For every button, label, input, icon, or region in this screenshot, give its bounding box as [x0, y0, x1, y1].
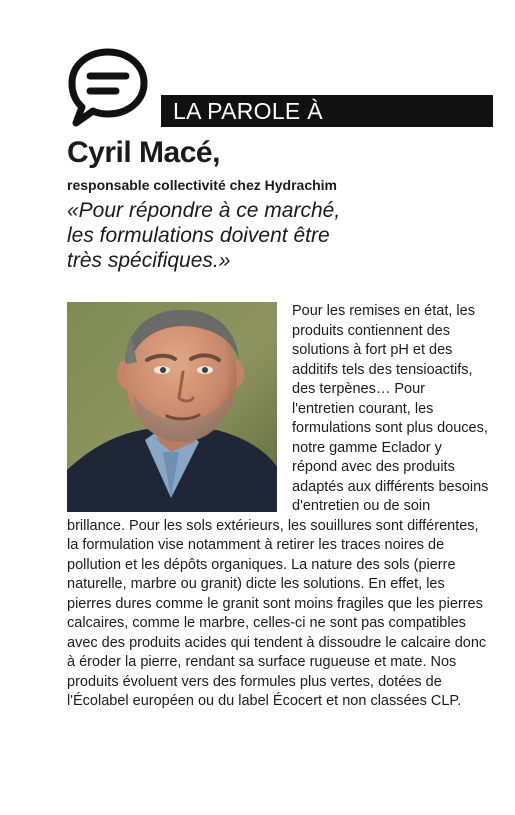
section-banner: LA PAROLE À [161, 95, 493, 127]
photo-wrap-spacer [67, 302, 292, 516]
quote-line: «Pour répondre à ce marché, [67, 199, 341, 222]
quote-line: les formulations doivent être [67, 224, 330, 247]
quote-line: très spécifiques.» [67, 249, 231, 272]
article-text: Pour les remises en état, les produits contiennent des solutions à fort pH et des additifs tels des tensioactifs, des terpènes… Pour l'entretien courant, les formulations sont plus douces, notre gamme Eclador y répond avec des produits adaptés aux différents besoins d'entretien ou de soin brillance. Pour les sols extérieurs, les souillures sont différentes, la formulation vise notamment à retirer les traces noires de pollution et les dépôts organiques. La nature des sols (pierre naturelle, marbre ou granit) dicte les solutions. En effet, les pierres dures comme le granit sont moins fragiles que les pierres calcaires, comme le marbre, celles-ci ne sont pas compatibles avec des produits acides qui tendent à dissoudre le calcaire donc à éroder la pierre, rendant sa surface rugueuse et mate. Nos produits évoluent vers des formules plus vertes, dotées de l'Écolabel européen ou du label Écocert et non classées CLP. [67, 303, 489, 709]
person-role: responsable collectivité chez Hydrachim [67, 177, 337, 193]
article-body [67, 302, 491, 712]
person-name: Cyril Macé, [67, 136, 220, 169]
pull-quote [67, 198, 497, 273]
speech-bubble-icon [66, 46, 150, 130]
